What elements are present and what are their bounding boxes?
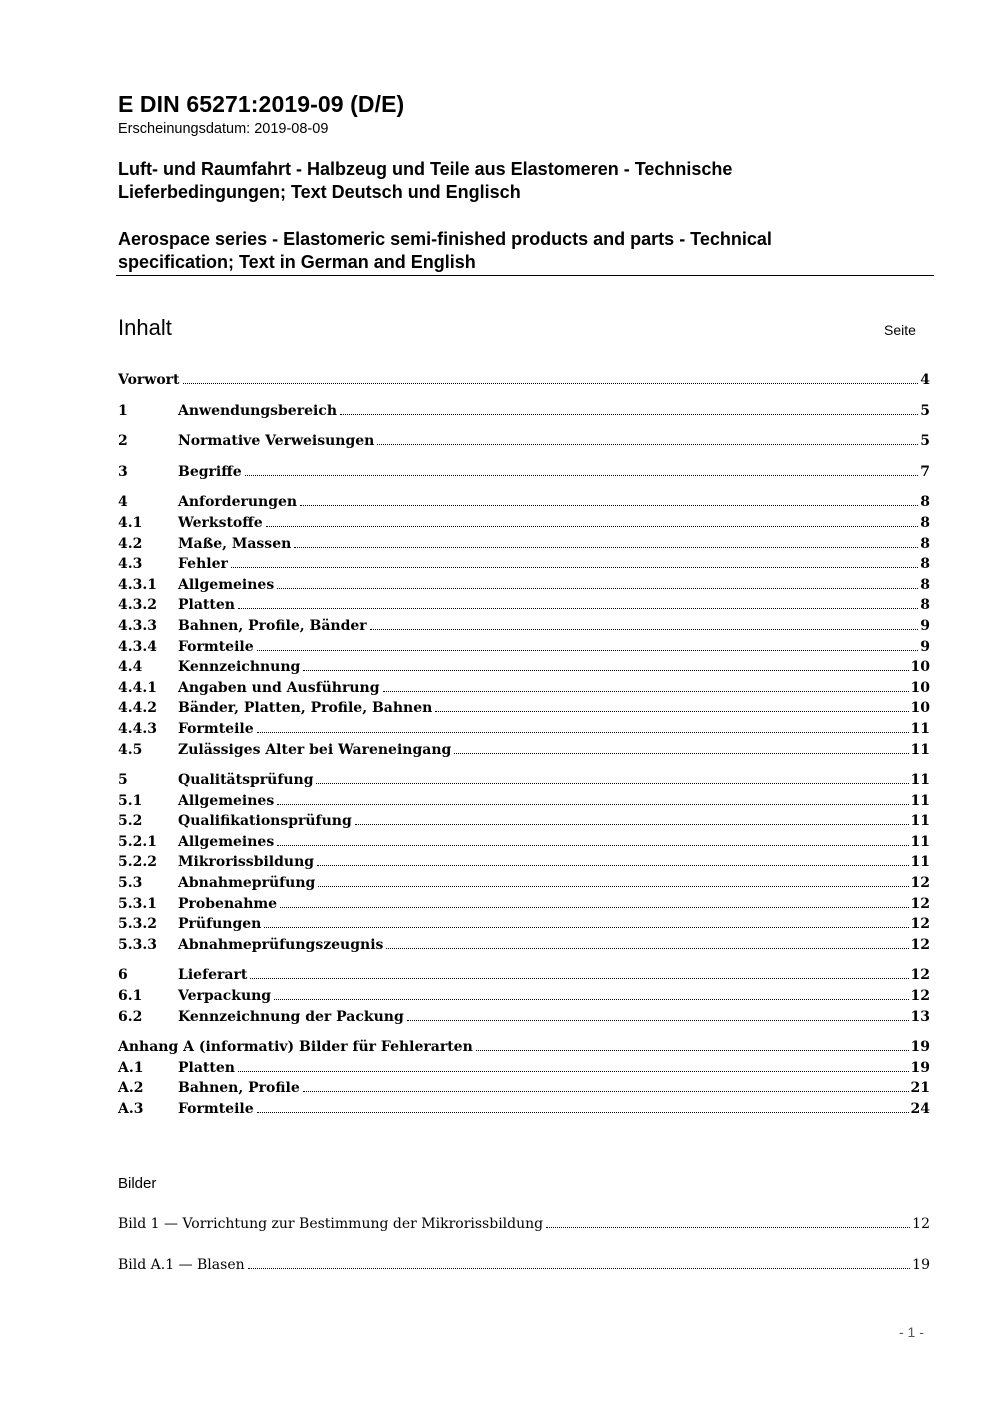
toc-leader-dots	[386, 948, 908, 949]
toc-leader-dots	[370, 629, 919, 630]
toc-entry-number: 6.2	[118, 1008, 143, 1025]
toc-entry-page: 12	[910, 967, 930, 984]
toc-leader-dots	[454, 753, 908, 754]
toc-entry-title: Anwendungsbereich	[178, 402, 337, 419]
toc-entry-title: Bahnen, Profile, Bänder	[178, 617, 367, 634]
toc-entry-title: Fehler	[178, 556, 228, 573]
toc-entry-number: 5.3.2	[118, 916, 157, 933]
toc-entry[interactable]	[118, 370, 930, 391]
toc-leader-dots	[407, 1020, 909, 1021]
toc-leader-dots	[277, 804, 908, 805]
toc-entry-title: Anhang A (informativ) Bilder für Fehlerarten	[118, 1039, 473, 1056]
toc-entry-page: 8	[920, 556, 930, 573]
toc-entry-number: 6.1	[118, 988, 143, 1005]
toc-entry-page: 12	[910, 988, 930, 1005]
toc-entry-page: 12	[910, 916, 930, 933]
toc-entry-title: Formteile	[178, 1101, 254, 1117]
toc-entry-page: 24	[910, 1101, 930, 1117]
toc-entry-number: 4.3	[118, 556, 143, 573]
toc-entry-number: 5.2.1	[118, 833, 157, 850]
toc-entry[interactable]	[118, 678, 930, 699]
toc-entry-title: Verpackung	[178, 988, 272, 1005]
toc-entry[interactable]	[118, 811, 930, 832]
toc-leader-dots	[317, 865, 908, 866]
toc-entry[interactable]	[118, 986, 930, 1007]
toc-entry-page: 5	[920, 402, 930, 419]
toc-entry[interactable]	[118, 914, 930, 935]
toc-entry-title: Allgemeines	[178, 576, 275, 593]
toc-entry[interactable]	[118, 1007, 930, 1028]
toc-leader-dots	[277, 588, 918, 589]
figure-entry[interactable]	[118, 1254, 930, 1276]
toc-leader-dots	[245, 475, 919, 476]
toc-entry-page: 8	[920, 597, 930, 614]
header-divider	[116, 275, 934, 276]
toc-entry[interactable]	[118, 1099, 930, 1120]
toc-leader-dots	[257, 650, 919, 651]
toc-leader-dots	[238, 1071, 909, 1072]
toc-entry-number: A.3	[118, 1101, 144, 1117]
toc-entry[interactable]	[118, 894, 930, 915]
toc-entry-number: 5.2	[118, 813, 143, 830]
toc-entry-title: Bänder, Platten, Profile, Bahnen	[178, 700, 433, 717]
toc-entry-number: 5.3	[118, 875, 143, 892]
toc-entry-page: 8	[920, 535, 930, 552]
toc-entry-title: Probenahme	[178, 895, 278, 912]
toc-leader-dots	[476, 1050, 909, 1051]
toc-entry-number: 4.3.1	[118, 576, 157, 593]
toc-leader-dots	[300, 505, 918, 506]
toc-entry-title: Allgemeines	[178, 833, 275, 850]
toc-leader-dots	[231, 567, 918, 568]
toc-entry[interactable]	[118, 873, 930, 894]
toc-entry-title: Maße, Massen	[178, 535, 292, 552]
toc-entry-title: Angaben und Ausführung	[178, 679, 380, 696]
figure-leader-dots	[546, 1227, 910, 1228]
toc-entry-page: 19	[910, 1039, 930, 1056]
toc-entry-number: 4.3.2	[118, 597, 157, 614]
toc-leader-dots	[316, 783, 908, 784]
title-english	[118, 228, 918, 274]
toc-entry-number: 5.2.2	[118, 854, 157, 871]
toc-entry-number: 4.4.3	[118, 720, 157, 737]
toc-leader-dots	[383, 691, 909, 692]
toc-leader-dots	[294, 547, 918, 548]
page-number: - 1 -	[899, 1324, 924, 1340]
toc-entry[interactable]	[118, 462, 930, 483]
toc-entry[interactable]	[118, 791, 930, 812]
toc-entry-page: 11	[910, 854, 930, 871]
toc-entry[interactable]	[118, 637, 930, 658]
toc-leader-dots	[257, 1112, 909, 1113]
toc-entry-title: Normative Verweisungen	[178, 433, 375, 450]
toc-entry-page: 9	[920, 617, 930, 634]
toc-entry[interactable]	[118, 852, 930, 873]
toc-entry[interactable]	[118, 431, 930, 452]
toc-leader-dots	[250, 978, 908, 979]
figure-entry[interactable]	[118, 1213, 930, 1235]
toc-entry[interactable]	[118, 657, 930, 678]
toc-entry-number: 2	[118, 433, 128, 450]
toc-leader-dots	[303, 1091, 909, 1092]
figure-leader-dots	[248, 1268, 911, 1269]
toc-entry[interactable]	[118, 513, 930, 534]
toc-entry-title: Werkstoffe	[178, 514, 263, 531]
toc-entry-title: Kennzeichnung der Packung	[178, 1008, 404, 1025]
toc-entry-title: Mikrorissbildung	[178, 854, 315, 871]
toc-entry-page: 7	[920, 463, 930, 480]
toc-entry-page: 8	[920, 494, 930, 511]
toc-entry-title: Vorwort	[118, 372, 180, 388]
toc-entry-number: 4.4	[118, 659, 143, 676]
title-german-line-1: Luft- und Raumfahrt - Halbzeug und Teile aus Elastomeren - Technische	[118, 159, 733, 179]
toc-entry-title: Platten	[178, 1059, 235, 1076]
toc-entry-page: 4	[920, 372, 930, 388]
figures-heading: Bilder	[118, 1175, 157, 1192]
toc-entry-number: 5	[118, 772, 128, 789]
toc-entry-title: Abnahmeprüfungszeugnis	[178, 936, 384, 953]
title-english-line-1: Aerospace series - Elastomeric semi-finished products and parts - Technical	[118, 229, 772, 249]
toc-entry-number: 4.5	[118, 741, 143, 758]
toc-entry-page: 11	[910, 833, 930, 850]
toc-entry[interactable]	[118, 534, 930, 555]
toc-entry[interactable]	[118, 595, 930, 616]
toc-leader-dots	[303, 670, 908, 671]
toc-entry-title: Allgemeines	[178, 792, 275, 809]
toc-entry-page: 11	[910, 792, 930, 809]
toc-entry-page: 11	[910, 813, 930, 830]
toc-entry[interactable]	[118, 770, 930, 791]
toc-entry-title: Platten	[178, 597, 235, 614]
toc-entry-title: Abnahmeprüfung	[178, 875, 316, 892]
title-german-line-2: Lieferbedingungen; Text Deutsch und Englisch	[118, 182, 521, 202]
toc-entry-number: 4.4.2	[118, 700, 157, 717]
toc-entry-number: 5.1	[118, 792, 143, 809]
toc-entry-title: Bahnen, Profile	[178, 1080, 300, 1097]
document-id: E DIN 65271:2019-09 (D/E)	[118, 91, 405, 117]
toc-entry-number: 4.3.4	[118, 638, 157, 655]
toc-entry-number: 3	[118, 463, 128, 480]
toc-entry-number: A.1	[118, 1059, 144, 1076]
figure-entry-page: 12	[912, 1216, 930, 1232]
toc-entry-page: 21	[910, 1080, 930, 1097]
figure-entry-title: Bild 1 — Vorrichtung zur Bestimmung der Mikrorissbildung	[118, 1216, 544, 1232]
toc-leader-dots	[257, 732, 909, 733]
toc-entry[interactable]	[118, 740, 930, 761]
toc-leader-dots	[277, 845, 908, 846]
toc-entry[interactable]	[118, 965, 930, 986]
toc-leader-dots	[183, 383, 919, 384]
toc-entry[interactable]	[118, 719, 930, 740]
toc-entry-page: 12	[910, 875, 930, 892]
toc-entry-number: 6	[118, 967, 128, 984]
figure-entry-title: Bild A.1 — Blasen	[118, 1257, 245, 1273]
toc-entry-title: Prüfungen	[178, 916, 262, 933]
toc-entry-page: 19	[910, 1059, 930, 1076]
toc-entry[interactable]	[118, 1058, 930, 1079]
list-of-figures	[118, 1213, 930, 1276]
toc-entry-page: 5	[920, 433, 930, 450]
toc-entry[interactable]	[118, 1078, 930, 1099]
toc-entry-page: 12	[910, 895, 930, 912]
toc-entry-title: Qualifikationsprüfung	[178, 813, 352, 830]
toc-heading: Inhalt	[118, 315, 172, 340]
toc-leader-dots	[355, 824, 909, 825]
toc-leader-dots	[435, 711, 908, 712]
toc-leader-dots	[238, 608, 918, 609]
toc-leader-dots	[266, 526, 919, 527]
toc-entry-page: 10	[910, 700, 930, 717]
toc-leader-dots	[280, 907, 908, 908]
toc-entry-page: 8	[920, 514, 930, 531]
toc-entry-page: 11	[910, 772, 930, 789]
title-german	[118, 158, 918, 204]
toc-page-column-label: Seite	[884, 322, 916, 338]
toc-leader-dots	[318, 886, 908, 887]
publication-date: Erscheinungsdatum: 2019-08-09	[118, 121, 329, 137]
toc-entry-page: 9	[920, 638, 930, 655]
toc-entry-title: Formteile	[178, 638, 254, 655]
toc-entry[interactable]	[118, 832, 930, 853]
toc-entry-number: 4.3.3	[118, 617, 157, 634]
toc-entry-title: Formteile	[178, 720, 254, 737]
toc-entry-title: Anforderungen	[178, 494, 298, 511]
toc-entry-number: 5.3.3	[118, 936, 157, 953]
toc-entry[interactable]	[118, 492, 930, 513]
toc-entry-title: Lieferart	[178, 967, 248, 984]
toc-entry-title: Qualitätsprüfung	[178, 772, 314, 789]
toc-entry-title: Kennzeichnung	[178, 659, 301, 676]
toc-entry-page: 11	[910, 720, 930, 737]
toc-entry-number: 4.4.1	[118, 679, 157, 696]
toc-entry[interactable]	[118, 1037, 930, 1058]
toc-leader-dots	[340, 414, 918, 415]
toc-entry[interactable]	[118, 554, 930, 575]
toc-entry-page: 10	[910, 659, 930, 676]
toc-entry[interactable]	[118, 616, 930, 637]
toc-entry-page: 12	[910, 936, 930, 953]
toc-entry-number: 1	[118, 402, 128, 419]
toc-entry-number: 5.3.1	[118, 895, 157, 912]
toc-entry[interactable]	[118, 575, 930, 596]
toc-entry-title: Begriffe	[178, 463, 242, 480]
toc-leader-dots	[264, 927, 908, 928]
toc-leader-dots	[377, 444, 918, 445]
toc-entry[interactable]	[118, 401, 930, 422]
title-english-line-2: specification; Text in German and English	[118, 252, 476, 272]
toc-entry-number: 4.1	[118, 514, 143, 531]
toc-entry-number: 4	[118, 494, 128, 511]
toc-leader-dots	[274, 999, 908, 1000]
figure-entry-page: 19	[912, 1257, 930, 1273]
toc-entry-page: 13	[910, 1008, 930, 1025]
toc-entry-page: 11	[910, 741, 930, 758]
toc-entry-title: Zulässiges Alter bei Wareneingang	[178, 741, 452, 758]
toc-entry-number: A.2	[118, 1080, 144, 1097]
toc-entry[interactable]	[118, 698, 930, 719]
toc-entry-page: 8	[920, 576, 930, 593]
table-of-contents	[118, 370, 930, 1120]
toc-entry-number: 4.2	[118, 535, 143, 552]
toc-entry[interactable]	[118, 935, 930, 956]
toc-entry-page: 10	[910, 679, 930, 696]
